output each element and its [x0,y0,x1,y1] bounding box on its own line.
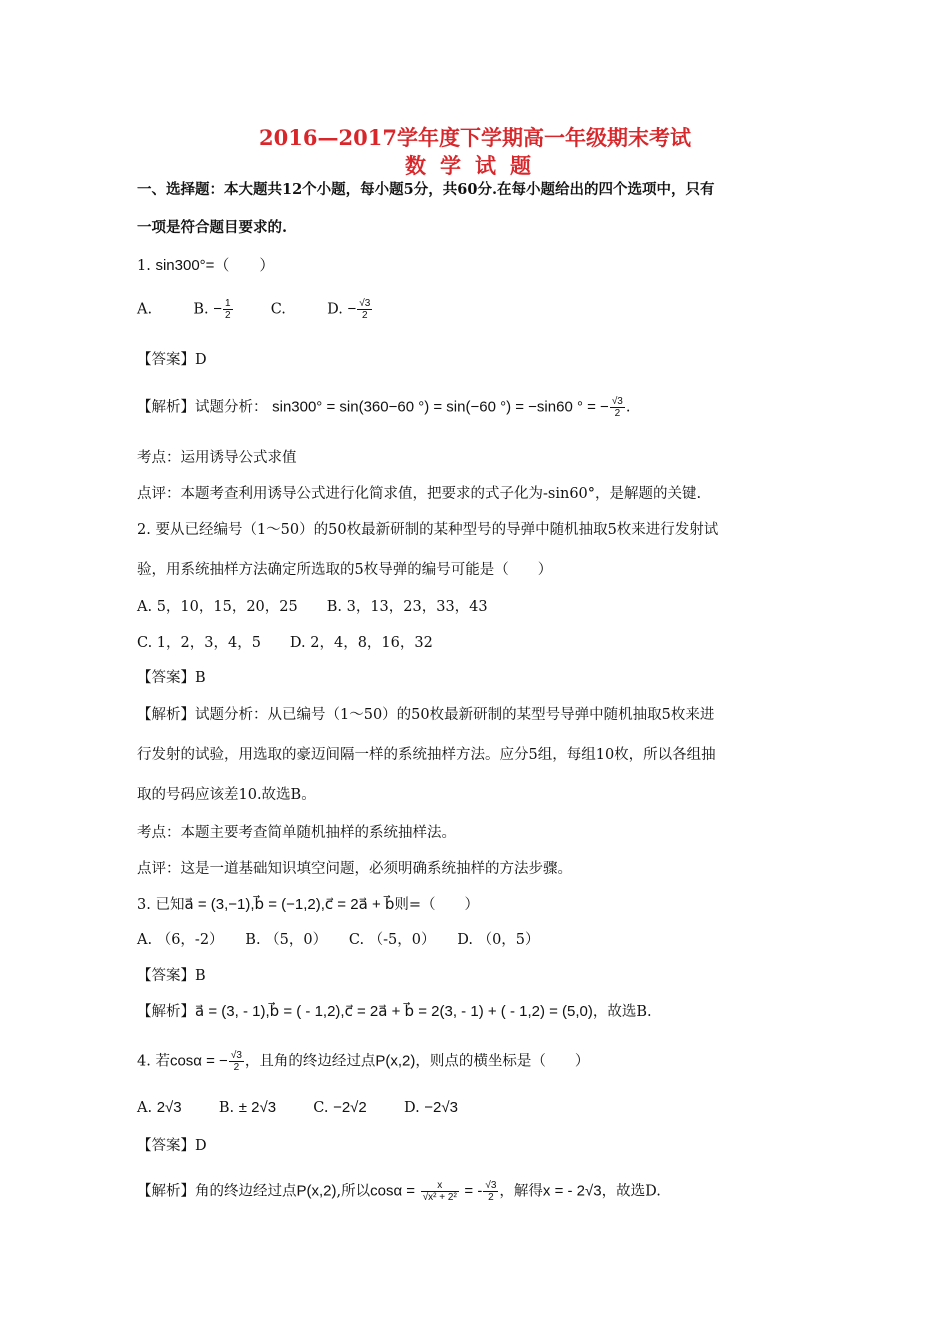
q4-answer: 【答案】D [137,1138,207,1154]
q1-opt-d: D. [327,301,343,318]
q3-number: 3. 已知 [137,897,185,913]
q2-stem-line2: 验，用系统抽样方法确定所选取的5枚导弹的编号可能是（ ） [137,562,553,578]
q1-opt-b-den: 2 [224,310,231,321]
q1-stem [137,256,274,276]
q4-analysis-frac-den: √x² + 2² [422,1192,457,1203]
q2-analysis-line2: 行发射的试验，用选取的豪迈间隔一样的系统抽样方法。应分5组，每组10枚，所以各组抽 [137,747,716,763]
q4-analysis-point: P(x,2) [296,1182,337,1200]
q1-opt-b: B. [193,301,209,318]
q4-cos-fraction [229,1050,244,1073]
q4-opt-c: C. [313,1100,329,1116]
q4-opt-d: D. [403,1100,420,1116]
q4-analysis-fraction [421,1180,459,1203]
q1-opt-a: A. [137,301,153,318]
q3-analysis-end: ，故选B. [592,1004,652,1020]
q4-opt-c-value: −2√2 [333,1099,367,1116]
exam-title: 2016—2017学年度下学期高一年级期末考试 [259,125,691,150]
q4-analysis-solve: ，解得 [499,1183,543,1200]
q1-opt-b-num: 1 [224,298,231,309]
q1-options [137,298,373,321]
q1-opt-d-minus: − [347,300,357,318]
q4-opt-b-value: ± 2√3 [238,1099,277,1116]
q2-kaodian: 考点：本题主要考查简单随机抽样的系统抽样法。 [137,825,456,841]
q4-analysis-sqrt-fraction [483,1180,498,1203]
q4-analysis-cos: cosα = [370,1182,416,1200]
q3-analysis-math: a⃗ = (3, - 1),b⃗ = ( - 1,2),c⃗ = 2a⃗ + b⃗ = 2(3, - 1) + ( - 1,2) = (5,0) [195,1003,593,1020]
q4-cos: cosα = − [169,1052,228,1070]
q1-opt-c: C. [270,301,286,318]
q4-analysis-so: ,所以 [336,1183,371,1200]
q1-dianping: 点评：本题考查利用诱导公式进行化简求值，把要求的式子化为-sin60°，是解题的关键. [137,486,702,502]
q1-analysis-label: 【解析】试题分析： [137,399,268,416]
q1-kaodian: 考点：运用诱导公式求值 [137,450,297,466]
q1-opt-d-fraction [357,298,372,321]
q4-analysis-eq: = - [464,1182,483,1200]
q2-analysis-line1: 【解析】试题分析：从已编号（1～50）的50枚最新研制的某型号导弹中随机抽取5枚来进 [137,707,715,723]
q3-analysis-label: 【解析】 [137,1004,195,1020]
q4-opt-a-value: 2√3 [156,1099,182,1116]
q2-analysis-line3: 取的号码应该差10.故选B。 [137,787,316,803]
q4-cos-num: √3 [230,1050,242,1061]
q4-analysis-x: x = - 2√3 [542,1182,602,1200]
q1-analysis-num: √3 [611,396,623,407]
q4-options [137,1098,458,1118]
q4-number: 4. 若 [137,1053,170,1070]
q1-analysis [137,396,630,419]
section-instruction-line2: 一项是符合题目要求的. [137,219,288,236]
q1-analysis-math: sin300° = sin(360−60 °) = sin(−60 °) = −sin60 ° = − [272,398,609,416]
q4-stem [137,1050,589,1073]
q3-vector-math: a⃗ = (3,−1),b⃗ = (−1,2),c⃗ = 2a⃗ + b⃗ [184,896,395,913]
q2-options-line1: A. 5，10，15，20，25 B. 3，13，23，33，43 [137,599,488,615]
q1-opt-d-den: 2 [357,309,372,321]
q4-analysis-den: 2 [483,1191,498,1203]
q4-opt-b: B. [218,1100,235,1116]
q1-analysis-fraction [610,396,625,419]
q2-stem-line1: 2. 要从已经编号（1～50）的50枚最新研制的某种型号的导弹中随机抽取5枚来进行发射试 [137,522,719,538]
q4-analysis-frac-num: x [437,1180,443,1191]
q3-options: A. （6，-2） B. （5，0） C. （-5，0） D. （0，5） [137,932,540,948]
q4-analysis-end: ，故选D. [601,1183,661,1200]
q1-analysis-den: 2 [610,407,625,419]
q2-options-line2: C. 1，2，3，4，5 D. 2，4，8，16，32 [137,635,433,651]
q1-number: 1. [137,258,151,274]
q4-opt-d-value: −2√3 [424,1099,458,1116]
q4-cos-den: 2 [229,1061,244,1073]
q1-answer: 【答案】D [137,352,207,368]
section-instruction-line1: 一、选择题：本大题共12个小题，每小题5分，共60分.在每小题给出的四个选项中，只有 [137,181,715,198]
q4-analysis-num: √3 [485,1180,497,1191]
q1-opt-b-minus: − [213,300,222,318]
q4-point: P(x,2) [375,1052,416,1070]
q4-analysis-label: 【解析】角的终边经过点 [137,1183,297,1200]
exam-subtitle: 数学试题 [405,153,545,178]
q4-analysis [137,1180,661,1203]
q2-dianping: 点评：这是一道基础知识填空问题，必须明确系统抽样的方法步骤。 [137,861,572,877]
q3-analysis [137,1002,652,1022]
q3-answer: 【答案】B [137,968,206,984]
q1-opt-d-num: √3 [359,298,371,309]
q4-stem-middle: ，且角的终边经过点 [244,1053,376,1070]
q1-stem-text: sin300°=（ ） [155,257,275,274]
q3-stem [137,895,479,915]
q2-answer: 【答案】B [137,670,206,686]
q4-stem-end: ，则点的横坐标是（ ） [415,1053,590,1070]
q1-analysis-end: . [625,399,631,416]
q1-opt-b-fraction [223,298,233,321]
q3-stem-end: 则=（ ） [394,897,480,913]
q4-opt-a: A. [137,1100,153,1116]
